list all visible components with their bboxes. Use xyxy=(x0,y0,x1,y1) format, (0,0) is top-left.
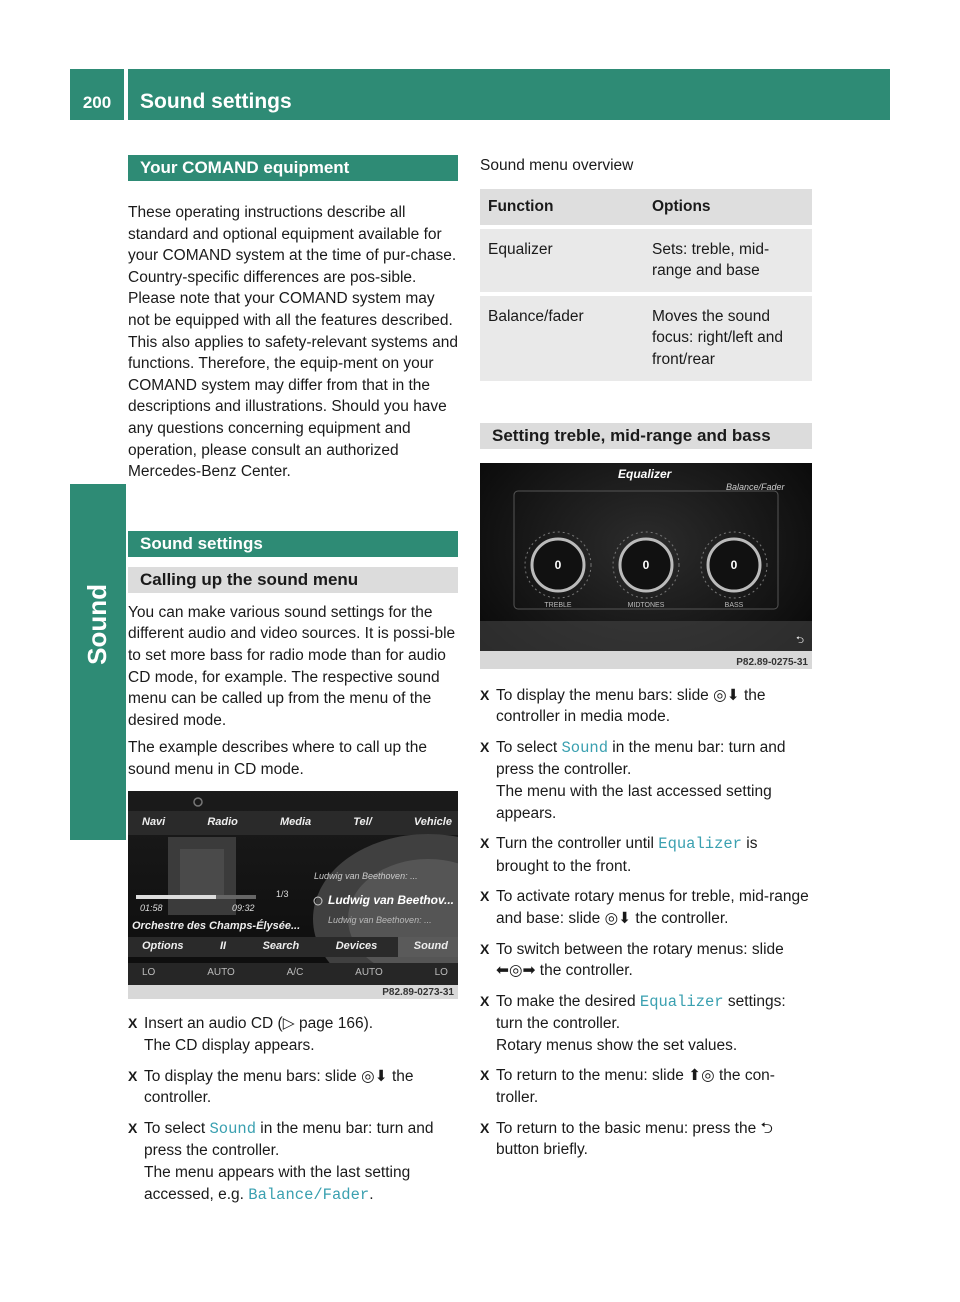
step-item: X To make the desired Equalizer settings: turn the controller. Rotary menus show the set values. xyxy=(480,992,786,1054)
example-paragraph: The example describes where to call up the sound menu in CD mode. xyxy=(128,739,427,778)
equalizer-title: Equalizer xyxy=(618,466,672,481)
equalizer-figure xyxy=(480,463,812,669)
dial-label: MIDTONES xyxy=(627,601,665,609)
climate-item: LO xyxy=(142,967,156,979)
dial-label: BASS xyxy=(724,601,744,609)
step-marker-icon: X xyxy=(480,940,490,957)
equipment-heading: Your COMAND equipment xyxy=(128,155,458,181)
step-item: X Turn the controller until Equalizer is brought to the front. xyxy=(480,835,758,875)
controller-slide-down-icon: ◎⬇ xyxy=(713,686,740,704)
menu-item: Devices xyxy=(335,940,378,953)
step-item: X To return to the basic menu: press the ⮌ button briefly. xyxy=(480,1119,773,1159)
figure-code: P82.89-0273-31 xyxy=(382,987,454,999)
step-marker-icon: X xyxy=(128,1015,138,1032)
cd-menu-bar xyxy=(142,940,448,952)
menu-item: Search xyxy=(262,940,300,953)
table-cell: Moves the sound focus: right/left and front/rear xyxy=(644,296,812,385)
table-header: Options xyxy=(644,189,812,229)
nav-item: Vehicle xyxy=(413,816,452,829)
time-total: 09:32 xyxy=(232,903,255,914)
step-marker-icon: X xyxy=(480,738,490,755)
figure-code: P82.89-0275-31 xyxy=(736,656,808,668)
step-item: X To select Sound in the menu bar: turn and press the controller. The menu appears with the last setting accessed, e.g. Balance/Fader. xyxy=(128,1119,434,1204)
dial-label: TREBLE xyxy=(544,601,572,609)
climate-item: AUTO xyxy=(355,967,383,979)
step-item: X To switch between the rotary menus: slide ⬅◎➡ the controller. xyxy=(480,940,784,980)
page-number: 200 xyxy=(82,93,112,112)
dial-value: 0 xyxy=(554,557,562,572)
dial-value: 0 xyxy=(642,557,650,572)
display-text-sound: Sound xyxy=(209,1119,256,1138)
treble-heading: Setting treble, mid-range and bass xyxy=(480,423,812,449)
step-marker-icon: X xyxy=(480,1067,490,1084)
right-column xyxy=(480,155,812,1170)
step-item: X To display the menu bars: slide ◎⬇ the controller in media mode. xyxy=(480,686,766,726)
page-title: Sound settings xyxy=(140,90,292,113)
climate-item: A/C xyxy=(286,967,304,979)
nav-item: Navi xyxy=(142,816,166,829)
cd-display-figure xyxy=(128,791,458,999)
display-text-balance-fader: Balance/Fader xyxy=(248,1185,370,1204)
nav-item: Tel/ xyxy=(353,816,372,829)
step-marker-icon: X xyxy=(480,686,490,703)
controller-slide-left-right-icon: ⬅◎➡ xyxy=(496,962,536,980)
album-title: Orchestre des Champs-Élysée... xyxy=(132,920,301,933)
step-marker-icon: X xyxy=(480,835,490,852)
time-elapsed: 01:58 xyxy=(140,903,163,914)
back-button-icon: ⮌ xyxy=(760,1119,773,1137)
calling-up-heading: Calling up the sound menu xyxy=(128,567,458,593)
equalizer-subtitle: Balance/Fader xyxy=(726,481,785,492)
header-divider xyxy=(124,69,128,120)
table-cell: Equalizer xyxy=(480,229,644,296)
dial-value: 0 xyxy=(730,557,738,572)
display-text-equalizer: Equalizer xyxy=(639,992,724,1011)
step-marker-icon: X xyxy=(128,1067,138,1084)
track-item: Ludwig van Beethoven: ... xyxy=(314,871,418,882)
left-column xyxy=(128,155,458,1215)
step-marker-icon: X xyxy=(128,1119,138,1136)
table-header: Function xyxy=(480,189,644,229)
step-item: X To display the menu bars: slide ◎⬇ the controller. xyxy=(128,1067,414,1107)
page-ref-arrow-icon: ▷ xyxy=(282,1015,295,1033)
table-cell: Balance/fader xyxy=(480,296,644,385)
menu-item: II xyxy=(220,940,227,953)
step-item: X To activate rotary menus for treble, mid-range and base: slide ◎⬇ the controller. xyxy=(480,888,809,927)
step-item: X To select Sound in the menu bar: turn and press the controller. The menu with the last accessed setting appears. xyxy=(480,738,786,822)
track-item-selected: Ludwig van Beethov... xyxy=(328,893,455,908)
step-item: X Insert an audio CD (▷ page 166). The CD display appears. xyxy=(128,1015,374,1055)
overview-title: Sound menu overview xyxy=(480,157,634,174)
table-row xyxy=(480,229,812,296)
controller-slide-up-icon: ⬆◎ xyxy=(688,1067,715,1085)
menu-item: Options xyxy=(142,940,184,953)
sound-menu-table xyxy=(480,189,812,385)
controller-slide-down-icon: ◎⬇ xyxy=(604,909,632,927)
right-steps-list xyxy=(480,685,812,1161)
table-header-row xyxy=(480,189,812,229)
table-row xyxy=(480,296,812,385)
calling-up-paragraph: You can make various sound settings for the different audio and video sources. It is possi-ble to set more bass for radio mode than for audio CD mode, for example. The respective sound menu can be called up from the menu of the desired mode. xyxy=(128,603,456,729)
nav-item: Radio xyxy=(207,816,238,829)
step-item: X To return to the menu: slide ⬆◎ the con-troller. xyxy=(480,1067,775,1107)
equipment-paragraph: These operating instructions describe all standard and optional equipment available for your COMAND system at the time of pur-chase. Country-specific differences are pos-sible. Please note that your COMAND system may not be equipped with all the features described. This also applies to safety-relevant systems and functions. Therefore, the equip-ment on your COMAND system may differ from that in the descriptions and illustrations. Should you have any questions concerning equipment and operation, please consult an authorized Mercedes-Benz Center. xyxy=(128,204,458,481)
display-text-sound: Sound xyxy=(561,738,608,757)
track-item: Ludwig van Beethoven: ... xyxy=(328,915,432,926)
controller-slide-down-icon: ◎⬇ xyxy=(361,1067,388,1085)
chapter-tab-label: Sound xyxy=(82,584,112,665)
climate-bar xyxy=(142,967,448,978)
step-marker-icon: X xyxy=(480,1119,490,1136)
left-steps-list xyxy=(128,1013,458,1206)
nav-item: Media xyxy=(279,816,312,829)
climate-item: LO xyxy=(434,967,448,979)
back-icon: ⮌ xyxy=(795,634,804,646)
track-counter: 1/3 xyxy=(276,889,289,900)
climate-item: AUTO xyxy=(207,967,235,979)
table-cell: Sets: treble, mid-range and base xyxy=(644,229,812,296)
display-text-equalizer: Equalizer xyxy=(658,835,742,854)
cd-nav-bar xyxy=(142,816,452,828)
sound-settings-heading: Sound settings xyxy=(128,531,458,557)
menu-item-sound: Sound xyxy=(413,940,448,953)
step-marker-icon: X xyxy=(480,992,490,1009)
step-marker-icon: X xyxy=(480,888,490,905)
